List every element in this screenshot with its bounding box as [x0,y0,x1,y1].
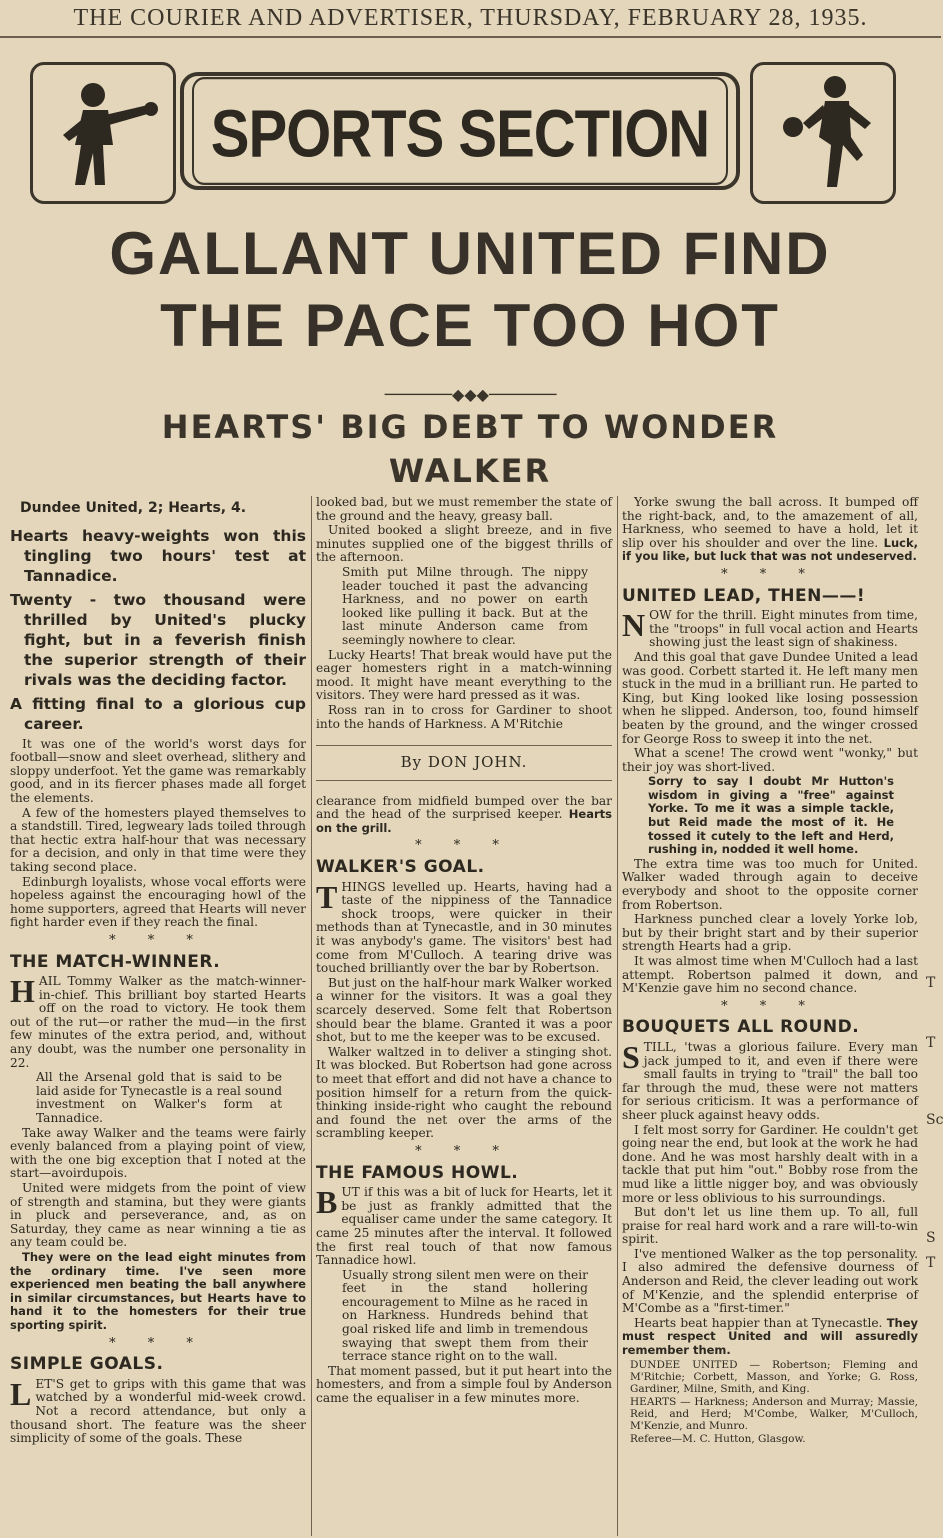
section-heading: WALKER'S GOAL. [316,857,485,878]
article-column-2 [316,496,612,1407]
paragraph: I've mentioned Walker as the top personality. I also admired the defensive dourness of Anderson and Reid, the clever leading out work of M'Kenzie, and the splendid enterprise of M'Combe as a "first-timer." [622,1246,918,1316]
match-score: Dundee United, 2; Hearts, 4. [20,500,247,516]
quote-paragraph: All the Arsenal gold that is said to be laid aside for Tynecastle is a real sound investment on Walker's form at Tannadice. [36,1070,282,1126]
bold-paragraph: They were on the lead eight minutes from the ordinary time. I've seen more experienced men beating the ball anywhere in similar circumstances, but Hearts have to hand it to the homesters for their true sporting spirit. [10,1249,306,1332]
footballer-figure-icon [750,62,896,204]
paragraph: Edinburgh loyalists, whose vocal efforts were hopeless against the encouraging howl of the home supporters, agreed that Hearts will never fight harder even if they reach the final. [10,874,306,930]
article-column-1 [10,496,306,1447]
bold-phrase: They must respect United and will assuredly remember them. [622,1315,919,1358]
sports-section-banner [30,62,890,198]
adjacent-page-fragment: S [926,1230,936,1246]
drop-cap: L [10,1375,32,1412]
drop-cap: B [316,1184,338,1221]
paragraph: United booked a slight breeze, and in five minutes supplied one of the biggest thrills of the afternoon. [316,523,612,565]
drop-cap: S [622,1038,640,1075]
adjacent-page-fragment: T [926,1035,936,1051]
article-column-3 [622,496,918,1446]
section-stars: * * * [109,1335,207,1351]
subhead-line-2: WALKER [388,452,552,490]
paragraph: looked bad, but we must remember the state of the ground and the heavy, greasy ball. [316,495,612,523]
lead-paragraph: Hearts heavy-weights won this tingling two hours' test at Tannadice. [10,526,306,585]
paragraph: Harkness punched clear a lovely Yorke lob, but by their bright start and by their superior strength Hearts had a grip. [622,912,918,954]
column-rule-1 [311,496,312,1536]
paragraph: A few of the homesters played themselves to a standstill. Tired, legweary lads toiled through that hectic extra half-hour that was necessary for a decision, and only in that time were they taking second place. [10,805,306,874]
lead-paragraph: Twenty - two thousand were thrilled by United's plucky fight, but in a feverish finish the superior strength of their rivals was the deciding factor. [10,590,306,689]
paragraph: What a scene! The crowd went "wonky," but their joy was short-lived. [622,746,918,774]
bold-paragraph: Sorry to say I doubt Mr Hutton's wisdom in giving a "free" against Yorke. To me it was a simple tackle, but Reid made the most of it. He tossed it cutely to the left and Herd, rushing in, nodded it well home. [648,774,894,857]
section-heading: BOUQUETS ALL ROUND. [622,1017,860,1038]
section-heading: SIMPLE GOALS. [10,1354,164,1375]
paragraph: Hearts beat happier than at Tynecastle. They must respect United and will assuredly remember them. [622,1315,919,1358]
section-heading: THE MATCH-WINNER. [10,951,221,972]
adjacent-page-fragment: Sc [926,1112,943,1128]
main-headline [20,218,920,362]
section-stars: * * * [415,838,513,854]
paragraph: It was one of the world's worst days for football—snow and sleet overhead, slithery and sloppy underfoot. Yet the game was remarkably good, and in its fiercer phases made all forget the elements. [10,736,306,805]
paragraph: I felt most sorry for Gardiner. He couldn't get going near the end, but look at the work he had done. And he was most harshly dealt with in a tackle that put him "out." Bobby rose from the mud like a little nigger boy, and was obviously more or less oblivious to his surroundings. [622,1122,918,1205]
section-stars: * * * [415,1143,513,1159]
ornamental-rule: ───────◆◆◆─────── [384,385,557,404]
section-stars: * * * [721,998,819,1014]
paragraph: THINGS levelled up. Hearts, having had a taste of the nippiness of the Tannadice shock troops, were quicker in their methods than at Tynecastle, and in 30 minutes it was anybody's game. The visitors' best had come from M'Culloch. A tearing drive was touched brilliantly over the bar by Robertson. [316,878,612,976]
paragraph: It was almost time when M'Culloch had a last attempt. Robertson palmed it down, and M'Kenzie gave him no second chance. [622,954,918,996]
section-stars: * * * [109,932,207,948]
paragraph: LET'S get to grips with this game that was watched by a wonderful mid-week crowd. Not a record attendance, but only a thousand short. The feature was the sheer simplicity of some of the goals. These [10,1375,306,1446]
section-heading: UNITED LEAD, THEN——! [622,585,866,606]
boxer-figure-icon [30,62,176,204]
byline: By DON JOHN. [316,745,612,781]
paragraph: Walker waltzed in to deliver a stinging shot. It was blocked. But Robertson had gone across to meet that effort and did not have a chance to position himself for a return from the quick-thinking inside-right who caught the rebound and found the net over the arms of the scrambling keeper. [316,1044,612,1141]
bold-phrase: Luck, if you like, but luck that was not undeserved. [622,535,918,564]
paragraph: And this goal that gave Dundee United a lead was good. Corbett started it. He left many men stuck in the mud in a brilliant run. He parted to King, but King looked like losing possession when he slipped. Anderson, too, found himself beaten by the ground, and the winger crossed for George Ross to sweep it into the net. [622,649,918,746]
bold-phrase: Hearts on the grill. [316,807,612,835]
sports-section-title: SPORTS SECTION [192,77,728,185]
paragraph: Lucky Hearts! That break would have put the eager homesters right in a match-winning mood. It might have meant everything to the visitors. They were hard pressed as it was. [316,647,612,703]
quote-paragraph: Usually strong silent men were on their feet in the stand hollering encouragement to Milne as he raced in on Harkness. Hundreds behind that goal risked life and limb in tremendous swaying that swept them from their terrace stance right on to the wall. [342,1267,588,1364]
headline-line-1: GALLANT UNITED FIND [109,220,831,287]
lead-paragraph: A fitting final to a glorious cup career. [10,694,306,733]
paragraph: STILL, 'twas a glorious failure. Every man jack jumped to it, and even if there were small faults in trying to "trail" the ball too far through the mud, these were not matters for serious criticism. It was a performance of sheer pluck against heavy odds. [622,1038,918,1122]
team-lineup: DUNDEE UNITED — Robertson; Fleming and M'Ritchie; Corbett, Masson, and Yorke; G. Ross, Gardiner, Milne, Smith, and King. [630,1358,918,1395]
paragraph: United were midgets from the point of view of strength and stamina, but they were giants in pluck and perseverance, and, as on Saturday, they came as near winning a tie as any team could be. [10,1181,306,1250]
paragraph: But just on the half-hour mark Walker worked a winner for the visitors. It was a goal they scarcely deserved. Some felt that Robertson should bear the blame. Granted it was a poor shot, but to me the keeper was to be excused. [316,975,612,1045]
referee-line: Referee—M. C. Hutton, Glasgow. [630,1432,806,1445]
paragraph: That moment passed, but it put heart into the homesters, and from a simple foul by Anderson came the equaliser in a few minutes more. [316,1363,612,1406]
paragraph: NOW for the thrill. Eight minutes from time, the "troops" in full vocal action and Hearts showing just the least sign of shakiness. [622,607,918,650]
masthead: THE COURIER AND ADVERTISER, THURSDAY, FEBRUARY 28, 1935. [0,0,941,38]
team-lineup: HEARTS — Harkness; Anderson and Murray; Massie, Reid, and Herd; M'Combe, Walker, M'Culloch, M'Kenzie, and Munro. [630,1395,918,1432]
drop-cap: T [316,878,338,915]
paragraph: The extra time was too much for United. Walker waded through again to deceive everybody and shoot to the opposite corner from Robertson. [622,856,918,912]
paragraph: HAIL Tommy Walker as the match-winner-in-chief. This brilliant boy started Hearts off on the road to victory. He took them out of the rut—or rather the mud—in the first few minutes of the extra period, and, without any doubt, was the number one personality in 22. [10,973,306,1070]
sports-section-title-box [180,72,740,190]
paragraph: Yorke swung the ball across. It bumped off the right-back, and, to the amazement of all, Harkness, who seemed to have a hold, let it slip over his shoulder and over the line. Luck, if you like, but luck that was not undeserved. [622,495,918,564]
column-rule-2 [617,496,618,1536]
quote-paragraph: Smith put Milne through. The nippy leader touched it past the advancing Harkness, and no power on earth looked like pulling it back. But at the last minute Anderson came from seemingly nowhere to clear. [342,564,588,647]
paragraph: But don't let us line them up. To all, full praise for real hard work and a rare will-to-win spirit. [622,1205,918,1247]
drop-cap: H [10,973,35,1010]
adjacent-page-fragment: T [926,975,936,991]
section-heading: THE FAMOUS HOWL. [316,1162,519,1183]
paragraph: Take away Walker and the teams were fairly evenly balanced from a playing point of view, with the one big exception that I noted at the start—avoirdupois. [10,1125,306,1181]
paragraph: clearance from midfield bumped over the bar and the head of the surprised keeper. Hearts on the grill. [316,793,612,835]
drop-cap: N [622,607,646,644]
paragraph: Ross ran in to cross for Gardiner to shoot into the hands of Harkness. A M'Ritchie [316,702,612,731]
subhead-line-1: HEARTS' BIG DEBT TO WONDER [161,408,779,446]
section-stars: * * * [721,566,819,582]
paragraph: BUT if this was a bit of luck for Hearts, let it be just as frankly admitted that the equaliser came under the same category. It came 25 minutes after the interval. It followed the first real touch of that now famous Tannadice howl. [316,1184,612,1268]
adjacent-page-fragment: T [926,1255,936,1271]
subheadline [60,405,880,493]
headline-line-2: THE PACE TOO HOT [160,292,780,359]
